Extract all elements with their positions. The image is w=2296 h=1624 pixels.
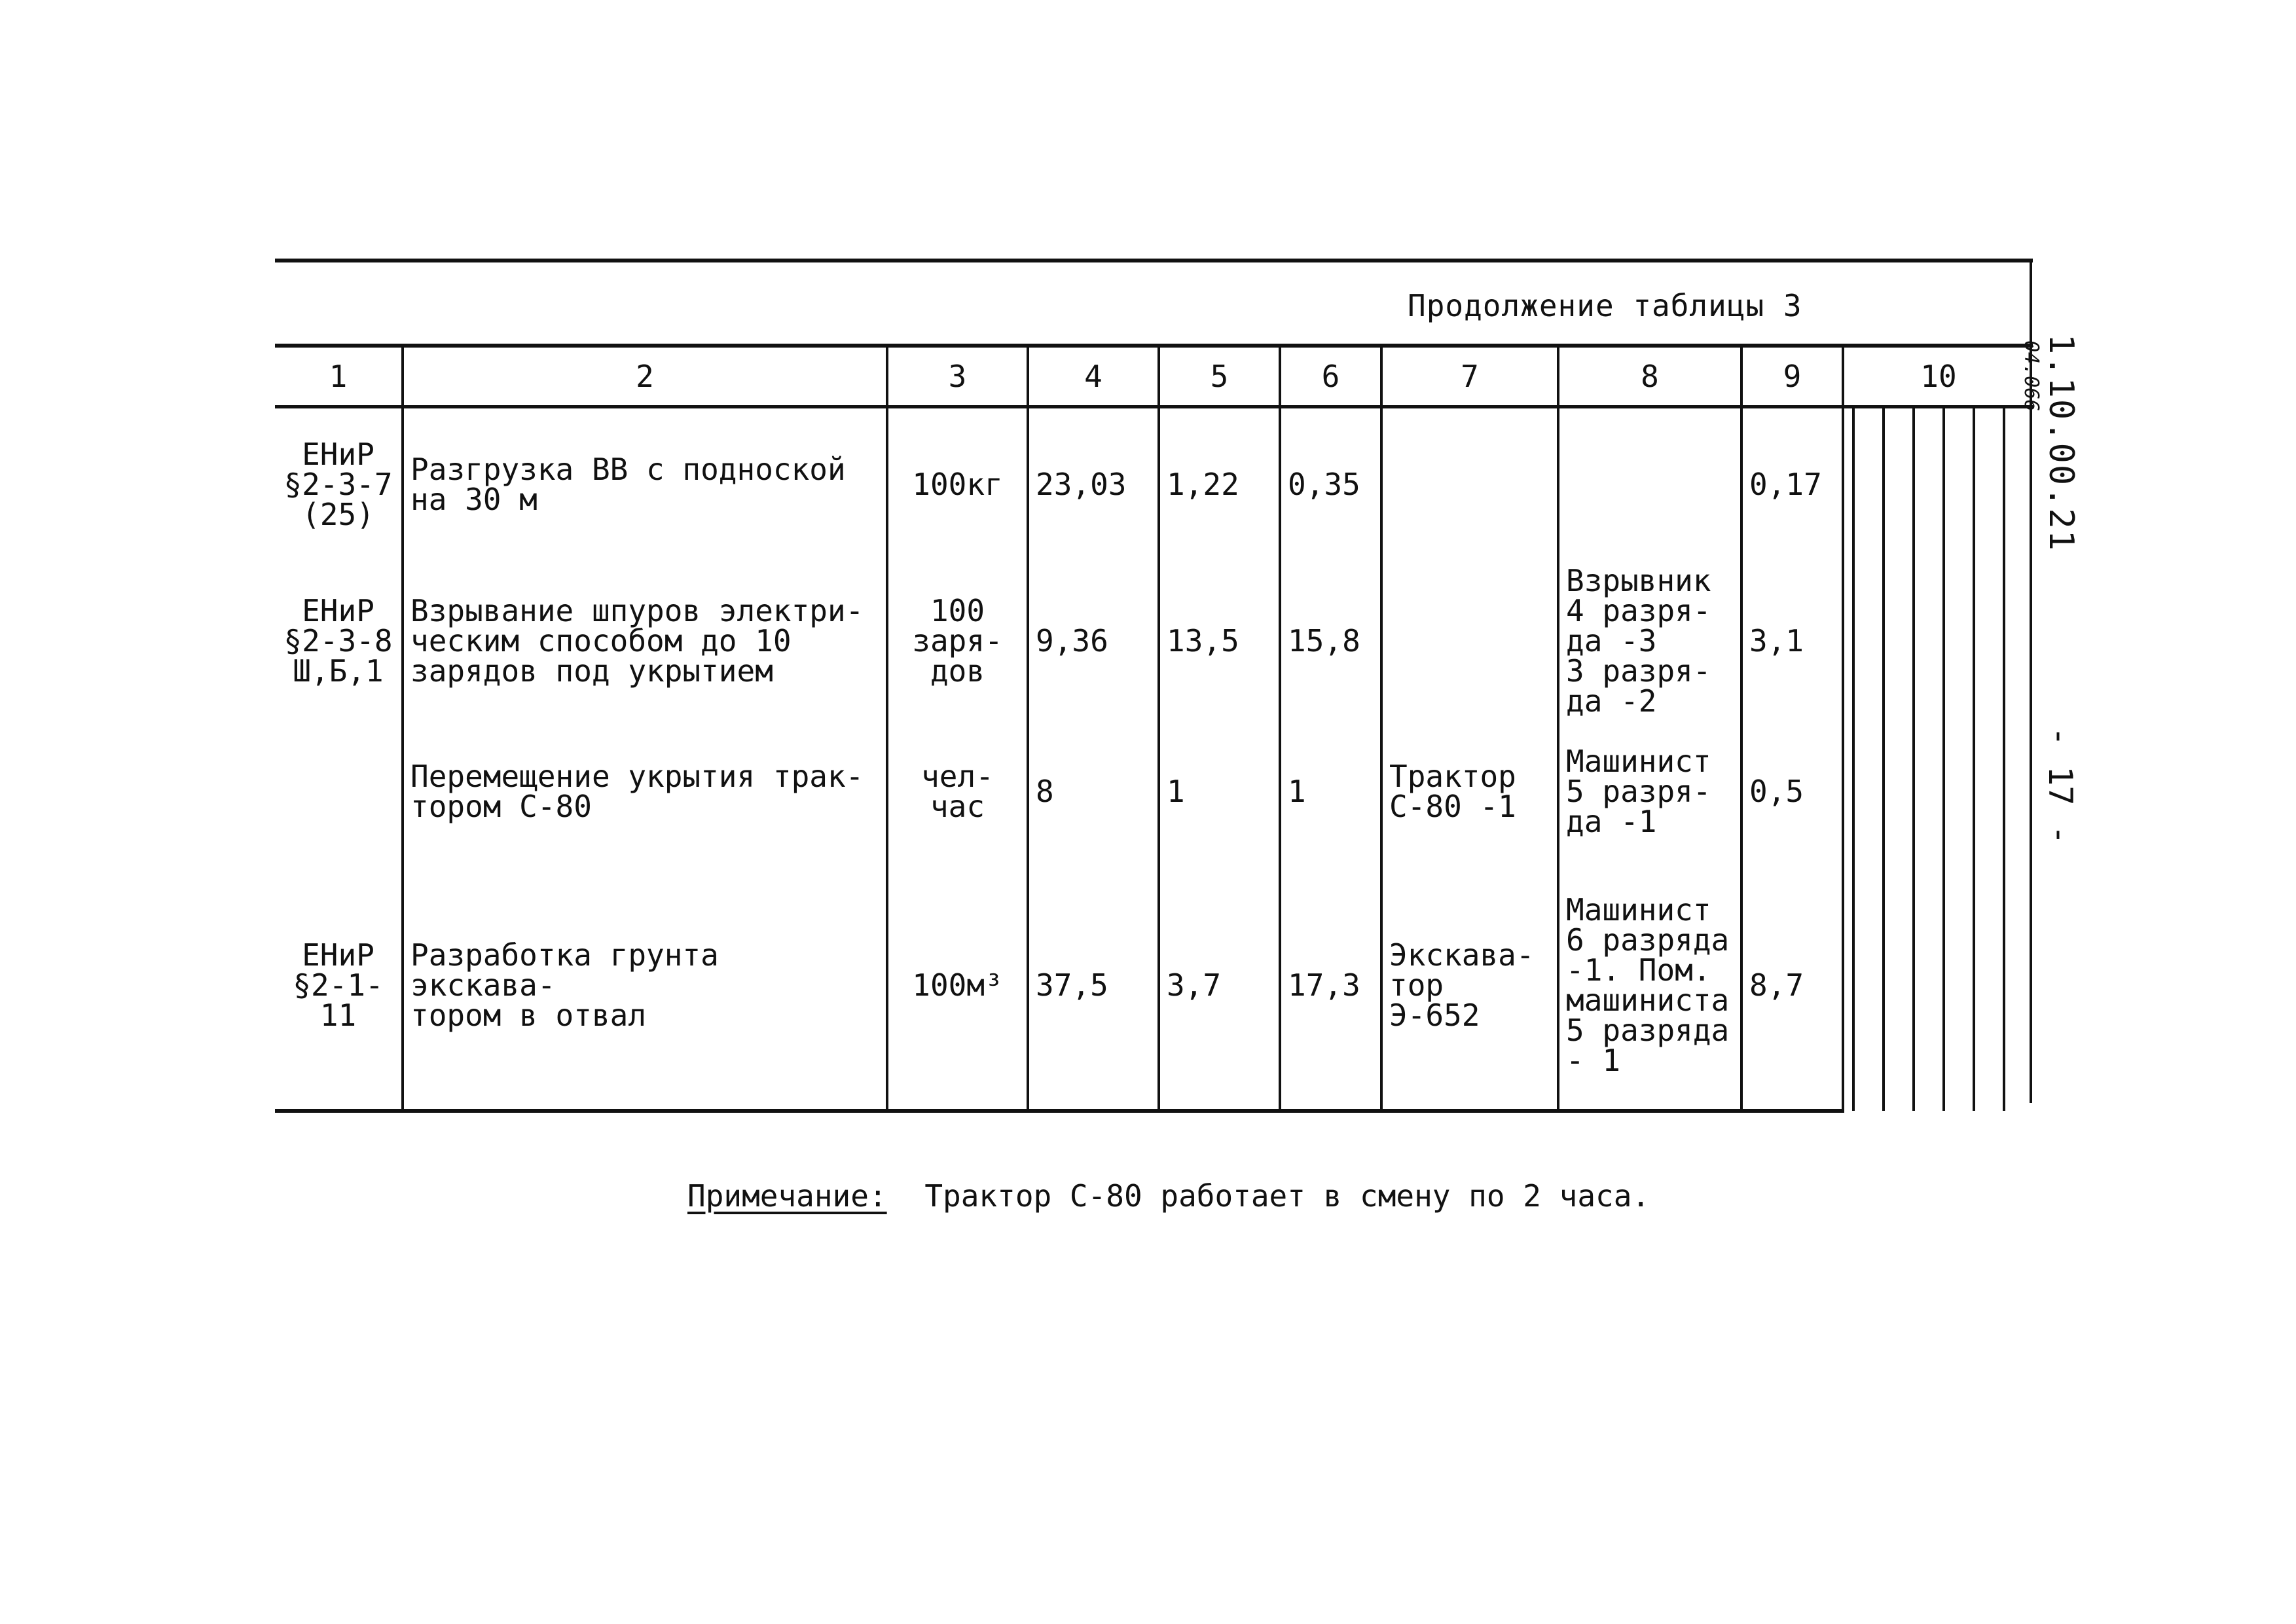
value-cell-9: 0,17 bbox=[1741, 407, 1843, 561]
machine-cell bbox=[1381, 561, 1558, 721]
workers-cell: Машинист 5 разря- да -1 bbox=[1558, 721, 1741, 862]
norms-table bbox=[275, 344, 2033, 1113]
value-cell-6: 17,3 bbox=[1280, 862, 1381, 1111]
table-row bbox=[275, 862, 2033, 1111]
column-10-rule bbox=[1973, 408, 1975, 1111]
work-description-cell: Взрывание шпуров электри- ческим способом до 10 зарядов под укрытием bbox=[403, 561, 887, 721]
value-cell-6: 1 bbox=[1280, 721, 1381, 862]
header-cell-8: 8 bbox=[1558, 346, 1741, 407]
norm-ref-cell bbox=[275, 721, 403, 862]
column-10-rule bbox=[2003, 408, 2005, 1111]
value-cell-4: 9,36 bbox=[1028, 561, 1159, 721]
table-row bbox=[275, 561, 2033, 721]
machine-cell bbox=[1381, 407, 1558, 561]
header-cell-3: 3 bbox=[887, 346, 1028, 407]
value-cell-6: 15,8 bbox=[1280, 561, 1381, 721]
header-cell-9: 9 bbox=[1741, 346, 1843, 407]
column-10-rule bbox=[1852, 408, 1855, 1111]
machine-cell: Трактор С-80 -1 bbox=[1381, 721, 1558, 862]
value-cell-5: 3,7 bbox=[1159, 862, 1280, 1111]
value-cell-9: 3,1 bbox=[1741, 561, 1843, 721]
header-cell-2: 2 bbox=[403, 346, 887, 407]
value-cell-5: 1,22 bbox=[1159, 407, 1280, 561]
value-cell-9: 0,5 bbox=[1741, 721, 1843, 862]
value-cell-5: 1 bbox=[1159, 721, 1280, 862]
header-cell-6: 6 bbox=[1280, 346, 1381, 407]
header-cell-1: 1 bbox=[275, 346, 403, 407]
column-10-rule bbox=[1942, 408, 1945, 1111]
work-description-cell: Разгрузка ВВ с подноской на 30 м bbox=[403, 407, 887, 561]
work-description-cell: Разработка грунта экскава- тором в отвал bbox=[403, 862, 887, 1111]
value-cell-5: 13,5 bbox=[1159, 561, 1280, 721]
unit-cell: 100кг bbox=[887, 407, 1028, 561]
document-code: 1.10.00.21 bbox=[2041, 334, 2081, 552]
table-row bbox=[275, 407, 2033, 561]
unit-cell: 100 заря- дов bbox=[887, 561, 1028, 721]
table-caption: Продолжение таблицы 3 bbox=[1408, 288, 1802, 323]
unit-cell: 100м³ bbox=[887, 862, 1028, 1111]
column-10-rule bbox=[1912, 408, 1915, 1111]
value-cell-4: 23,03 bbox=[1028, 407, 1159, 561]
table-row bbox=[275, 721, 2033, 862]
unit-cell: чел-час bbox=[887, 721, 1028, 862]
work-description-cell: Перемещение укрытия трак- тором С-80 bbox=[403, 721, 887, 862]
header-row bbox=[275, 346, 2033, 407]
footnote-text: Трактор С-80 работает в смену по 2 часа. bbox=[924, 1178, 1650, 1214]
machine-cell: Экскава- тор Э-652 bbox=[1381, 862, 1558, 1111]
norm-ref-cell: ЕНиР §2-1-11 bbox=[275, 862, 403, 1111]
header-cell-10: 10 bbox=[1843, 346, 2033, 407]
value-cell-4: 8 bbox=[1028, 721, 1159, 862]
document-subcode: 04.066 bbox=[2020, 340, 2043, 412]
footnote-label: Примечание: bbox=[687, 1178, 887, 1214]
page-number: - 17 - bbox=[2041, 727, 2079, 845]
norm-ref-cell: ЕНиР §2-3-7 (25) bbox=[283, 437, 393, 533]
value-cell-9: 8,7 bbox=[1741, 862, 1843, 1111]
top-rule bbox=[275, 259, 2033, 262]
header-cell-4: 4 bbox=[1028, 346, 1159, 407]
workers-cell: Взрывник 4 разря- да -3 3 разря- да -2 bbox=[1558, 561, 1741, 721]
column-10-cell bbox=[1843, 407, 2033, 1111]
footnote bbox=[687, 1178, 1650, 1214]
header-cell-5: 5 bbox=[1159, 346, 1280, 407]
norm-ref-cell: ЕНиР §2-3-8 Ш,Б,1 bbox=[283, 593, 393, 689]
column-10-rule bbox=[1882, 408, 1885, 1111]
value-cell-4: 37,5 bbox=[1028, 862, 1159, 1111]
value-cell-6: 0,35 bbox=[1280, 407, 1381, 561]
workers-cell bbox=[1558, 407, 1741, 561]
header-cell-7: 7 bbox=[1381, 346, 1558, 407]
workers-cell: Машинист 6 разряда -1. Пом. машиниста 5 разряда - 1 bbox=[1558, 862, 1741, 1111]
